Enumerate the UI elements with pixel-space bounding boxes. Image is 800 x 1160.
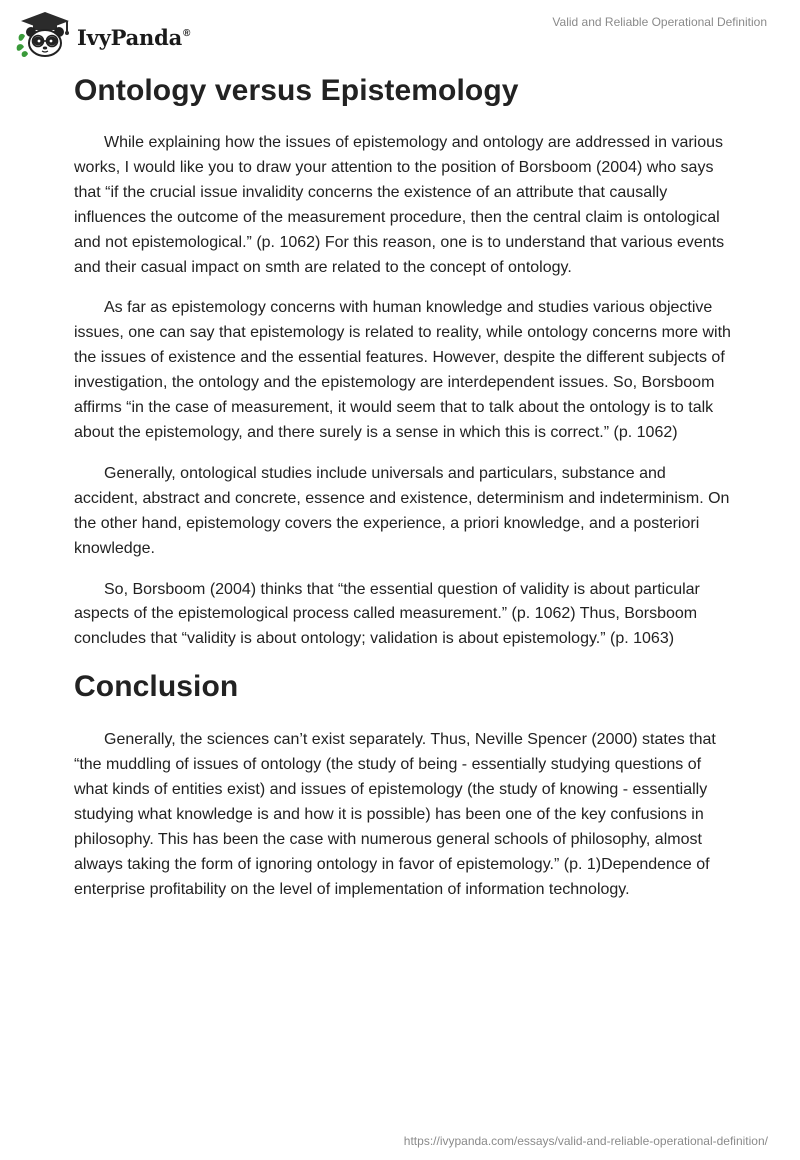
ivypanda-logo[interactable] [15,10,190,58]
paragraph: As far as epistemology concerns with human knowledge and studies various objective issues, one can say that epistemology is related to reality, while ontology concerns more with the issues of existence and the essential features. However, despite the different subjects of investigation, the ontology and the epistemology are interdependent issues. So, Borsboom affirms “in the case of measurement, it would seem that to talk about the ontology is to talk about the epistemology, and there surely is a sense in which this is correct.” (p. 1062) [74,299,731,441]
essay-content [74,72,734,919]
logo-wordmark: IvyPanda® [77,24,191,50]
source-url-link[interactable]: https://ivypanda.com/essays/valid-and-reliable-operational-definition/ [403,1134,768,1148]
section-heading: Conclusion [74,670,239,704]
panda-graduate-icon [15,10,75,58]
paragraph: So, Borsboom (2004) thinks that “the essential question of validity is about particular aspects of the epistemological process called measurement.” (p. 1062) Thus, Borsboom concludes that “validity is about ontology; validation is about epistemology.” (p. 1063) [74,580,700,648]
paragraph: Generally, the sciences can’t exist separately. Thus, Neville Spencer (2000) states that “the muddling of issues of ontology (the study of being - essentially studying questions of what kinds of entities exist) and issues of epistemology (the study of knowing - essentially studying what knowledge is and how it is possible) has been one of the key confusions in philosophy. This has been the case with numerous general schools of philosophy, almost always taking the form of ignoring ontology in favor of epistemology.” (p. 1)Dependence of enterprise profitability on the level of implementation of information technology. [74,731,716,898]
paragraph: Generally, ontological studies include universals and particulars, substance and accident, abstract and concrete, essence and existence, determinism and indeterminism. On the other hand, epistemology covers the experience, a priori knowledge, and a posteriori knowledge. [74,464,730,557]
paragraph: While explaining how the issues of epistemology and ontology are addressed in various works, I would like you to draw your attention to the position of Borsboom (2004) who says that “if the crucial issue invalidity concerns the existence of an attribute that causally influences the outcome of the measurement procedure, then the central claim is ontological and not epistemological.” (p. 1062) For this reason, one is to understand that various events and their casual impact on smth are related to the concept of ontology. [74,134,725,276]
document-title: Valid and Reliable Operational Definition [552,15,767,29]
registered-mark: ® [183,27,191,39]
page-header [0,0,800,70]
section-heading: Ontology versus Epistemology [74,74,519,107]
